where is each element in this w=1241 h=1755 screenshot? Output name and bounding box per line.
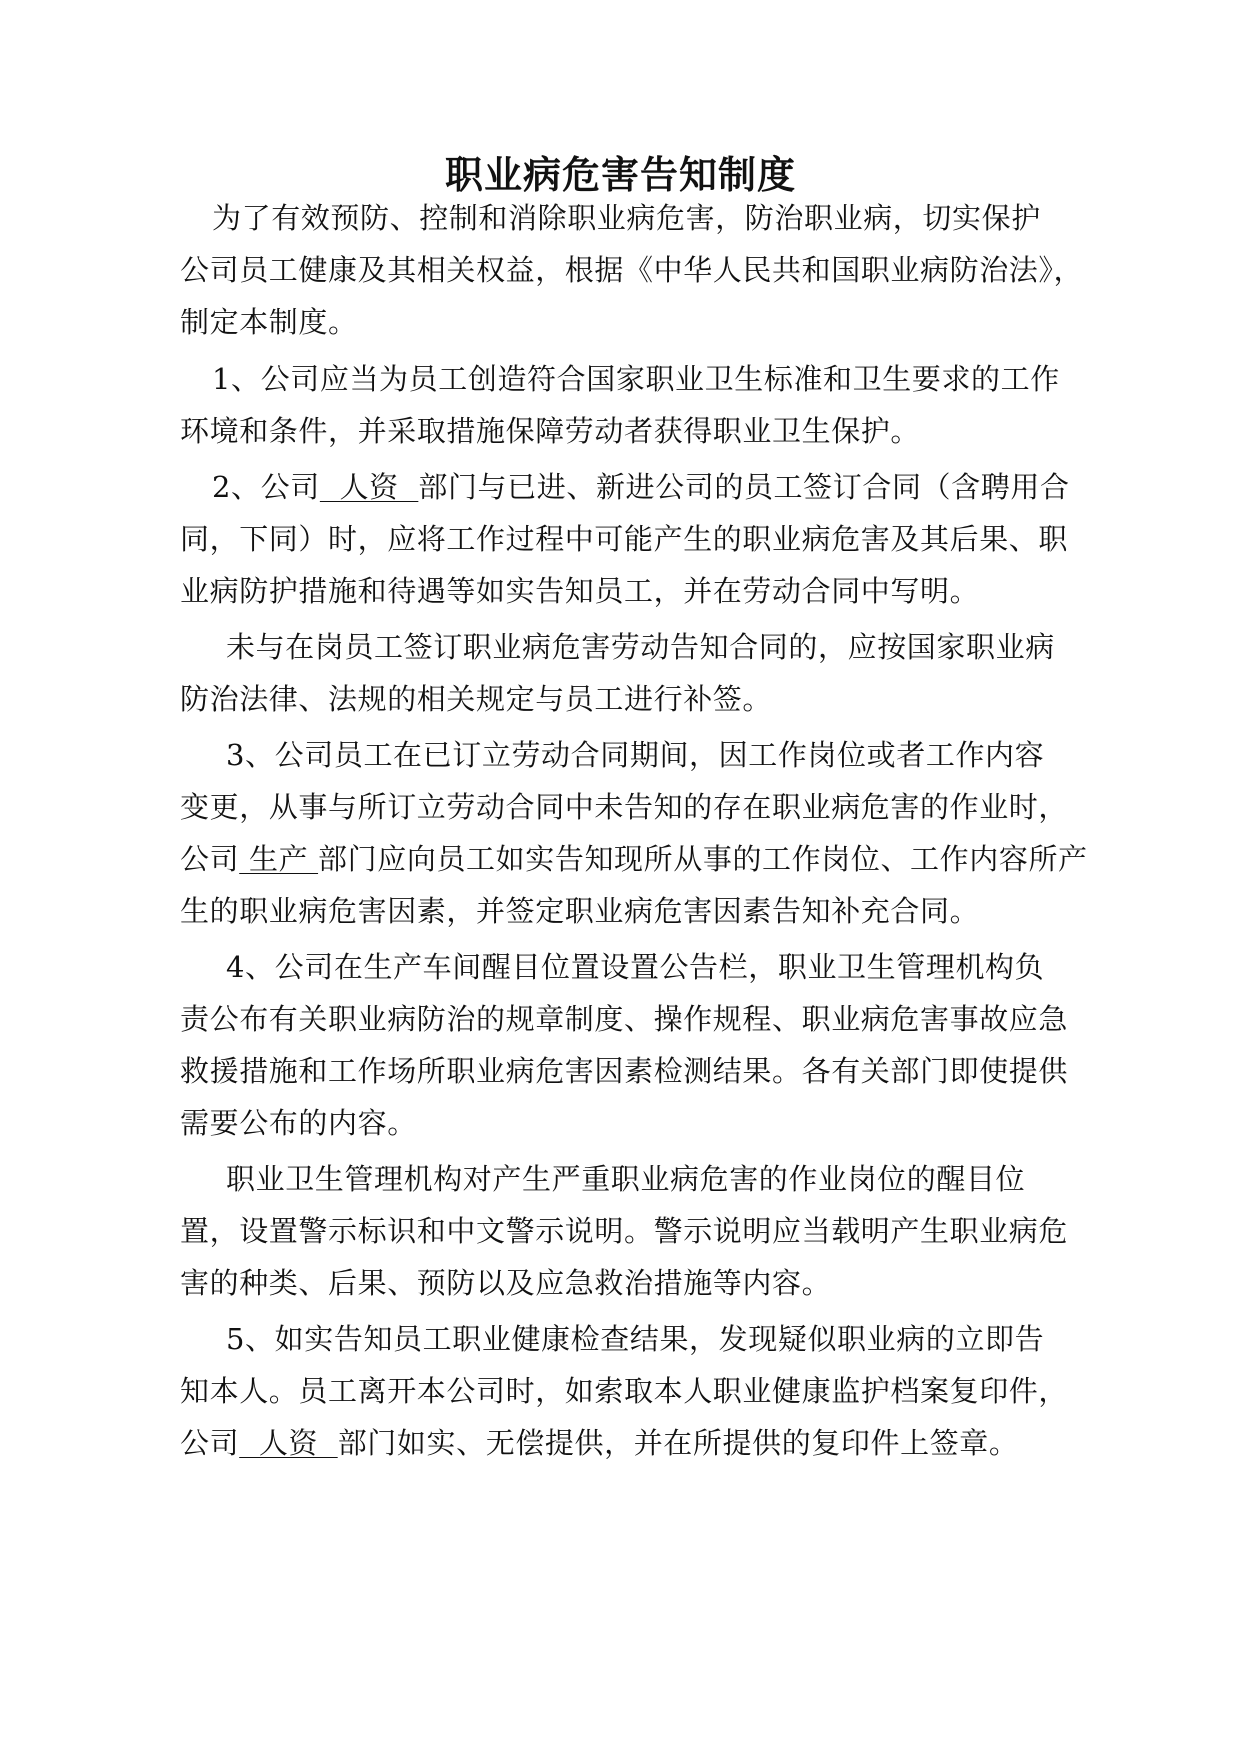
paragraph-line: 责公布有关职业病防治的规章制度、操作规程、职业病危害事故应急	[180, 1002, 1069, 1036]
line-text: 部门与已进、新进公司的员工签订合同（含聘用合	[418, 470, 1070, 504]
paragraph-line: 生的职业病危害因素，并签定职业病危害因素告知补充合同。	[180, 894, 980, 928]
line-text: 2、公司	[212, 470, 320, 504]
paragraph-line: 同，下同）时，应将工作过程中可能产生的职业病危害及其后果、职	[180, 522, 1069, 556]
paragraph-line: 业病防护措施和待遇等如实告知员工，并在劳动合同中写明。	[180, 574, 980, 608]
line-text: 部门如实、无偿提供，并在所提供的复印件上签章。	[337, 1426, 1019, 1460]
paragraph-line: 害的种类、后果、预防以及应急救治措施等内容。	[180, 1266, 832, 1300]
paragraph-line: 职业卫生管理机构对产生严重职业病危害的作业岗位的醒目位	[226, 1162, 1026, 1196]
department-blank: 人资	[239, 1426, 338, 1460]
department-blank: 人资	[319, 470, 419, 504]
paragraph-line: 1、公司应当为员工创造符合国家职业卫生标准和卫生要求的工作	[212, 362, 1060, 396]
paragraph-line: 4、公司在生产车间醒目位置设置公告栏，职业卫生管理机构负	[226, 950, 1045, 984]
paragraph-line: 防治法律、法规的相关规定与员工进行补签。	[180, 682, 773, 716]
paragraph-line	[212, 467, 1112, 507]
paragraph-line: 变更，从事与所订立劳动合同中未告知的存在职业病危害的作业时，	[180, 790, 1069, 824]
line-text: 公司	[180, 1426, 240, 1460]
paragraph-line: 公司员工健康及其相关权益，根据《中华人民共和国职业病防治法》，	[180, 253, 1084, 287]
department-blank: 生产	[239, 842, 319, 876]
paragraph-line	[180, 839, 1088, 879]
paragraph-line: 未与在岗员工签订职业病危害劳动告知合同的，应按国家职业病	[226, 630, 1055, 664]
paragraph-line: 5、如实告知员工职业健康检查结果，发现疑似职业病的立即告	[226, 1322, 1045, 1356]
paragraph-line	[180, 1423, 1080, 1463]
paragraph-line: 环境和条件，并采取措施保障劳动者获得职业卫生保护。	[180, 414, 921, 448]
document-title: 职业病危害告知制度	[444, 152, 796, 197]
line-text: 部门应向员工如实告知现所从事的工作岗位、工作内容所产	[318, 842, 1088, 876]
paragraph-line: 为了有效预防、控制和消除职业病危害，防治职业病，切实保护	[212, 201, 1041, 235]
paragraph-line: 置，设置警示标识和中文警示说明。警示说明应当载明产生职业病危	[180, 1214, 1069, 1248]
paragraph-line: 制定本制度。	[180, 305, 358, 339]
paragraph-line: 救援措施和工作场所职业病危害因素检测结果。各有关部门即使提供	[180, 1054, 1069, 1088]
paragraph-line: 需要公布的内容。	[180, 1106, 417, 1140]
paragraph-line: 3、公司员工在已订立劳动合同期间，因工作岗位或者工作内容	[226, 738, 1045, 772]
paragraph-line: 知本人。员工离开本公司时，如索取本人职业健康监护档案复印件，	[180, 1374, 1069, 1408]
line-text: 公司	[180, 842, 240, 876]
